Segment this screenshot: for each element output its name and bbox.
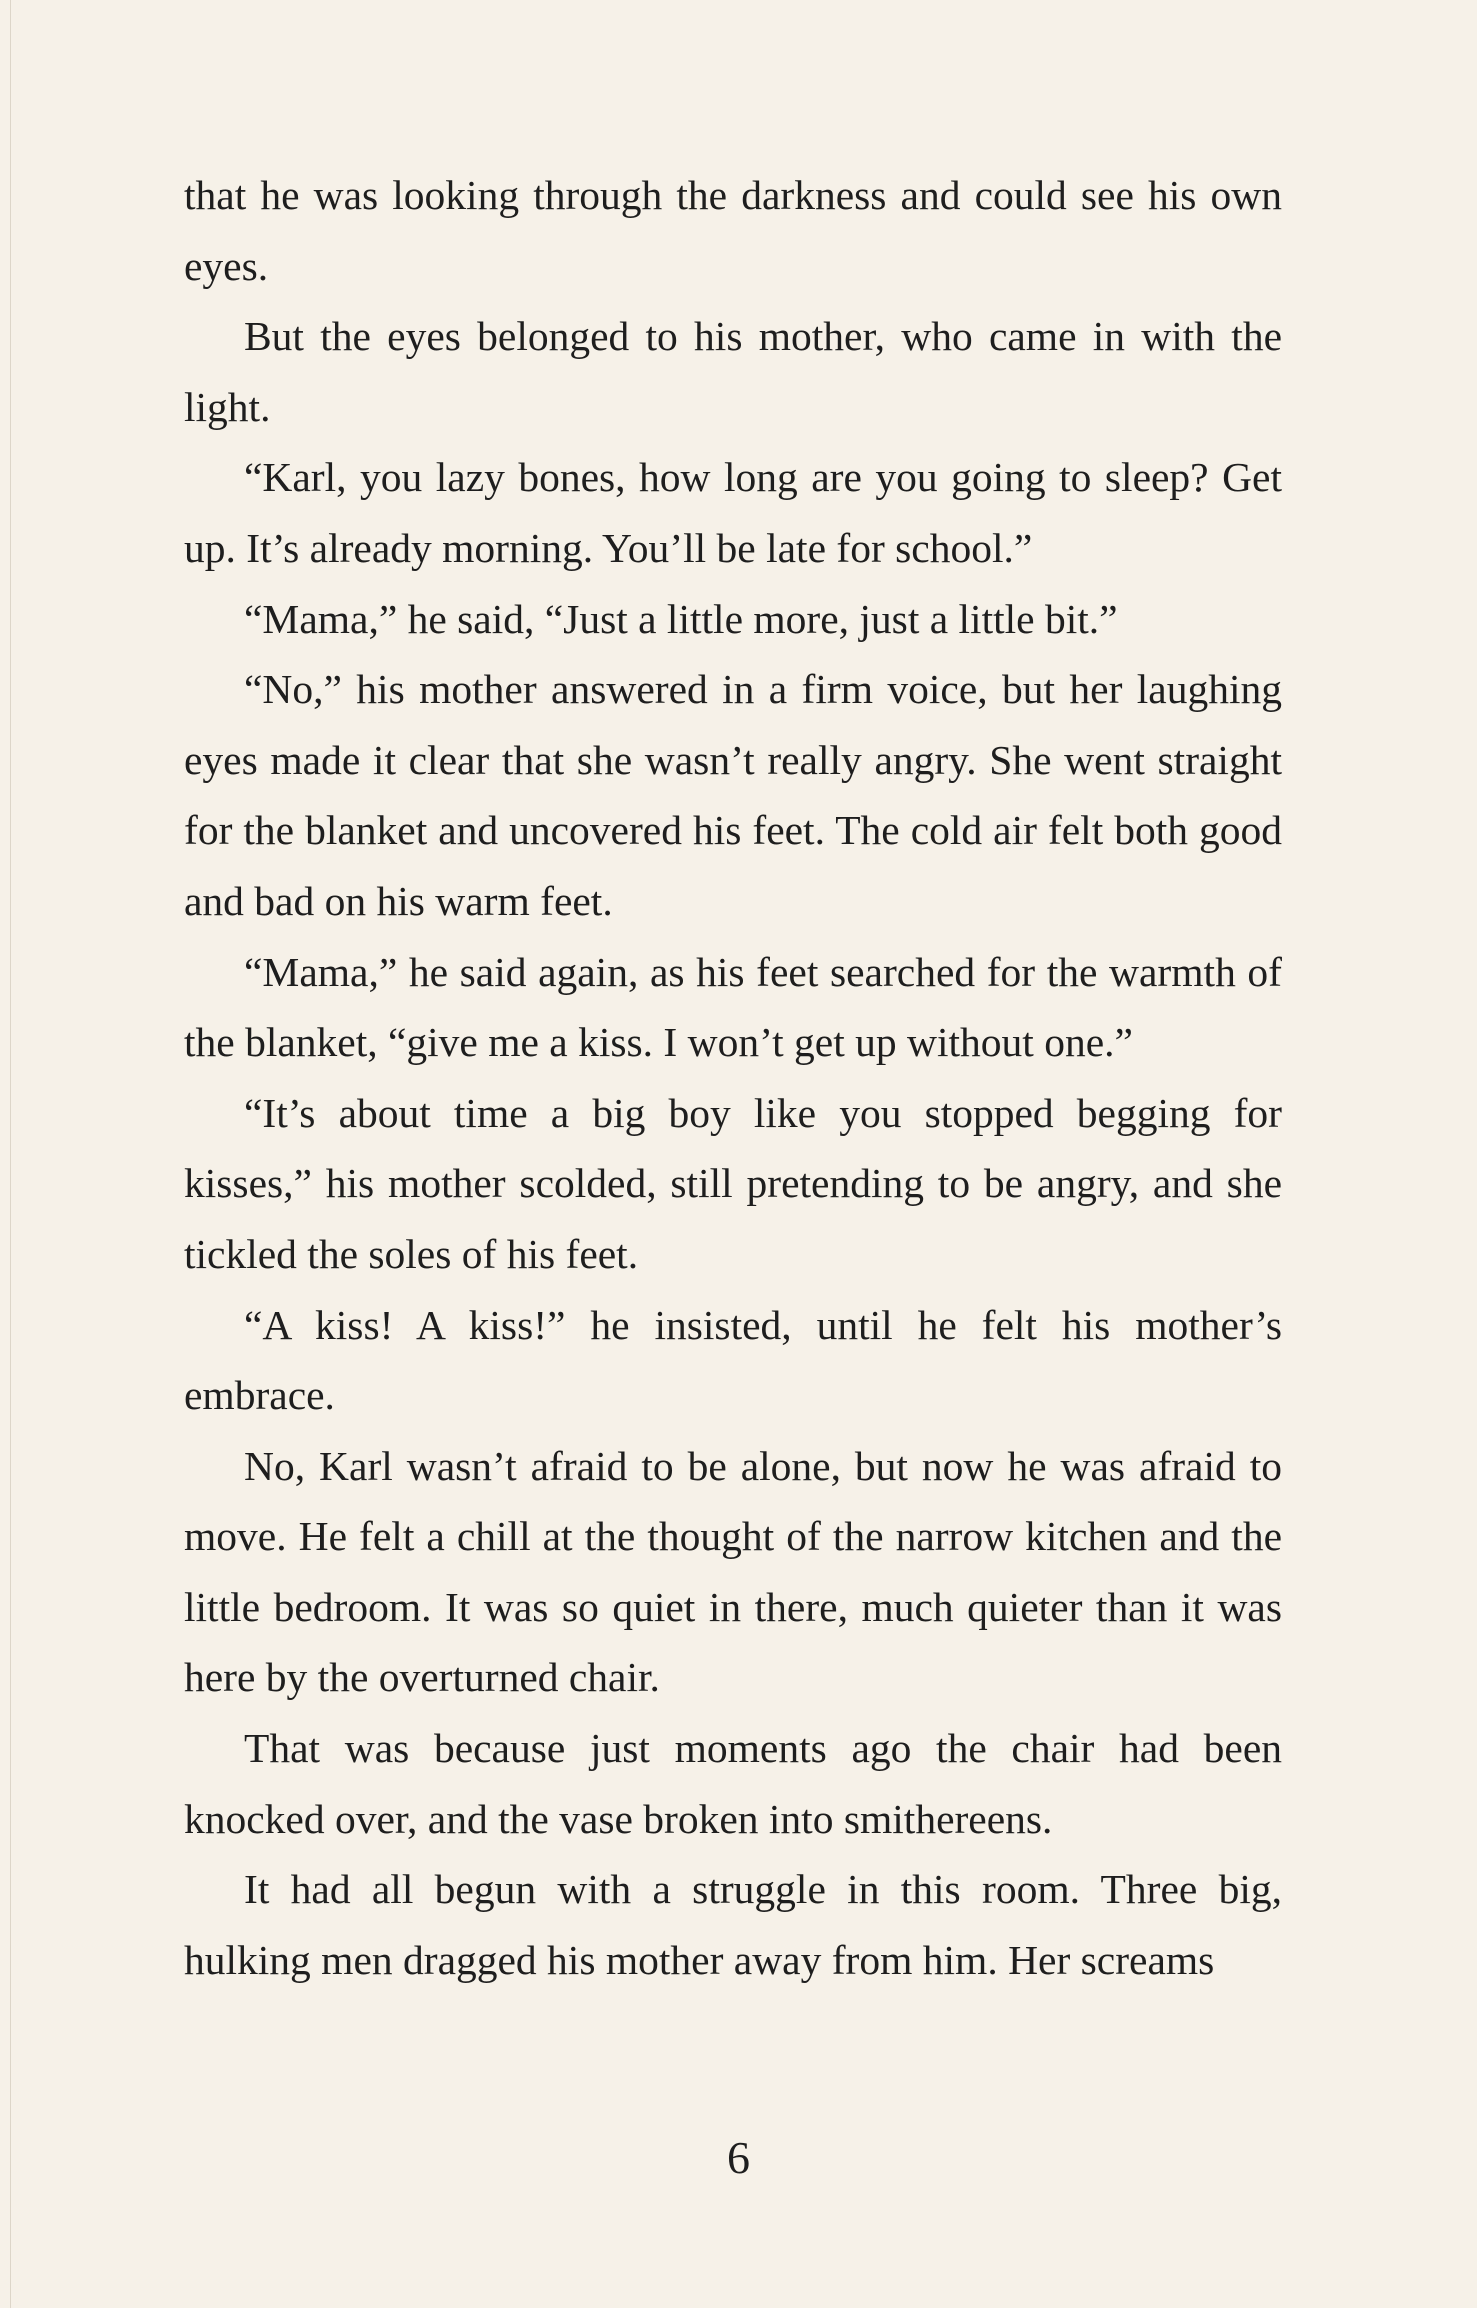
paragraph: “No,” his mother answered in a firm voice, but her laughing eyes made it clear that she wasn’t really angry. She went straight for the blanket and uncovered his feet. The cold air felt both good and bad on his warm feet. <box>184 666 1282 924</box>
paragraph: “Mama,” he said again, as his feet searched for the warmth of the blanket, “give me a kiss. I won’t get up without one.” <box>184 948 1282 1066</box>
paragraph: That was because just moments ago the chair had been knocked over, and the vase broken into smithereens. <box>184 1725 1282 1842</box>
paragraph: “A kiss! A kiss!” he insisted, until he felt his mother’s embrace. <box>184 1301 1282 1419</box>
paragraph: But the eyes belonged to his mother, who came in with the light. <box>184 313 1282 430</box>
paragraph: “It’s about time a big boy like you stopped begging for kisses,” his mother scolded, still pretending to be angry, and she tickled the soles of his feet. <box>184 1089 1282 1277</box>
paragraph: No, Karl wasn’t afraid to be alone, but now he was afraid to move. He felt a chill at the thought of the narrow kitchen and the little bedroom. It was so quiet in there, much quieter than it was here by the overturned chair. <box>184 1442 1282 1701</box>
paragraph: “Karl, you lazy bones, how long are you going to sleep? Get up. It’s already morning. You’ll be late for school.” <box>184 454 1282 571</box>
paragraph: “Mama,” he said, “Just a little more, just a little bit.” <box>244 595 1118 642</box>
page-body-text <box>184 160 1282 1995</box>
paragraph: It had all begun with a struggle in this room. Three big, hulking men dragged his mother away from him. Her screams <box>184 1866 1282 1983</box>
page-number: 6 <box>727 2132 750 2183</box>
paragraph: that he was looking through the darkness and could see his own eyes. <box>184 172 1282 289</box>
page-edge-line <box>10 0 11 2308</box>
